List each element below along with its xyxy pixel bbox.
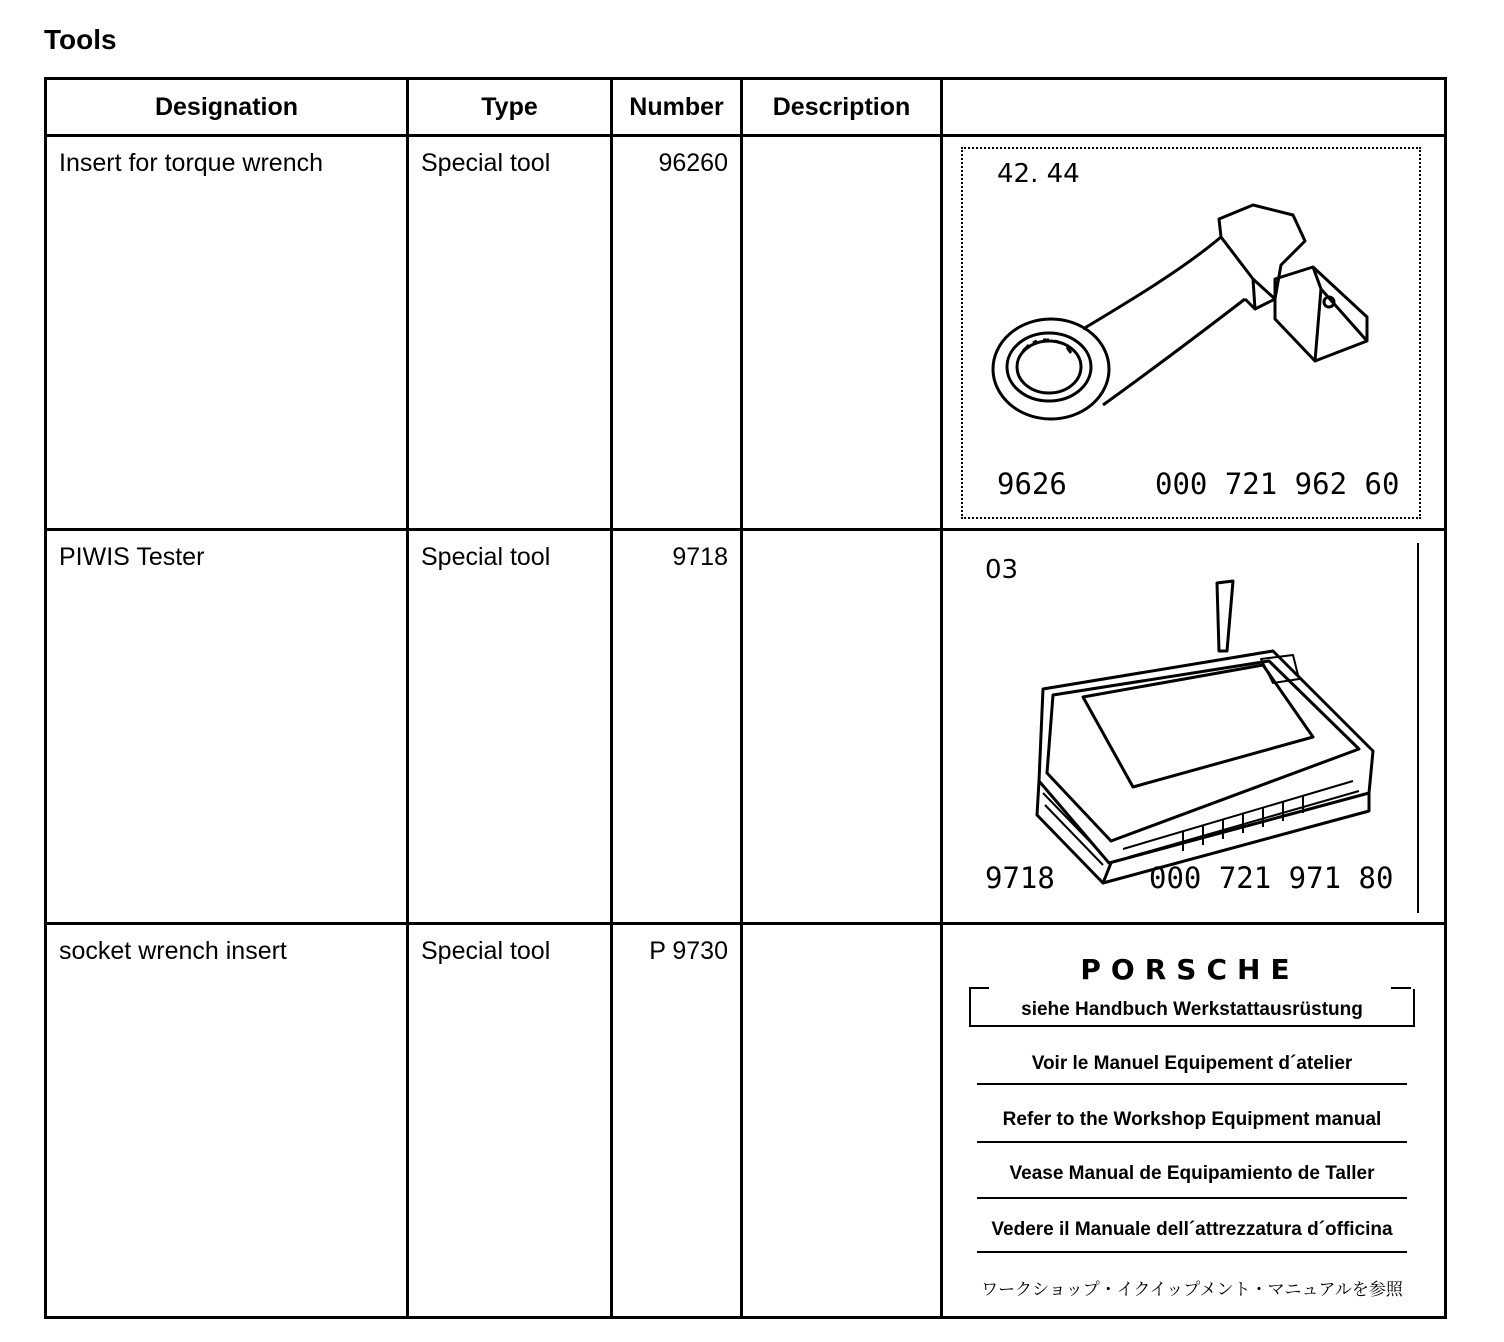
- figure-part-number: 000 721 962 60: [1155, 467, 1400, 501]
- number-text: 9718: [672, 543, 728, 571]
- cell-type: [408, 924, 612, 1318]
- reference-line-es: Vease Manual de Equipamiento de Taller: [977, 1163, 1407, 1199]
- designation-text: PIWIS Tester: [59, 543, 205, 571]
- table-row: [46, 924, 1446, 1318]
- figure-tool-number: 9626: [997, 467, 1067, 501]
- figure-part-number: 000 721 971 80: [1149, 861, 1394, 895]
- header-number: Number: [612, 79, 742, 136]
- cell-illustration: [942, 530, 1446, 924]
- reference-line-en: Refer to the Workshop Equipment manual: [977, 1109, 1407, 1143]
- cell-number: [612, 136, 742, 530]
- cell-illustration: [942, 924, 1446, 1318]
- designation-text: Insert for torque wrench: [59, 149, 324, 177]
- reference-line-it: Vedere il Manuale dell´attrezzatura d´officina: [977, 1219, 1407, 1253]
- table-row: [46, 530, 1446, 924]
- tool-figure: [961, 147, 1421, 519]
- cell-illustration: [942, 136, 1446, 530]
- cell-description: [742, 530, 942, 924]
- cell-number: [612, 924, 742, 1318]
- page-title: Tools: [44, 24, 117, 55]
- number-text: P 9730: [649, 937, 728, 965]
- header-description: Description: [742, 79, 942, 136]
- table-header-row: [46, 79, 1446, 136]
- porsche-logo: PORSCHE: [1080, 953, 1300, 986]
- cell-type: [408, 530, 612, 924]
- table-row: [46, 136, 1446, 530]
- tools-table: [44, 77, 1447, 1319]
- cell-designation: [46, 530, 408, 924]
- description-text: [743, 925, 940, 937]
- figure-border-line: [1417, 543, 1419, 913]
- cell-description: [742, 924, 942, 1318]
- type-text: Special tool: [421, 149, 551, 177]
- description-text: [743, 137, 940, 149]
- designation-text: socket wrench insert: [59, 937, 287, 965]
- cell-number: [612, 530, 742, 924]
- torque-wrench-insert-illustration-icon: [963, 149, 1419, 517]
- cell-type: [408, 136, 612, 530]
- cell-designation: [46, 136, 408, 530]
- number-text: 96260: [658, 149, 728, 177]
- type-text: Special tool: [421, 937, 551, 965]
- figure-tool-number: 9718: [985, 861, 1055, 895]
- header-illustration: [942, 79, 1446, 136]
- type-text: Special tool: [421, 543, 551, 571]
- workshop-manual-reference: [943, 925, 1437, 1316]
- tool-figure: [943, 531, 1421, 922]
- reference-line-ja: ワークショップ・イクイップメント・マニュアルを参照: [981, 1280, 1403, 1300]
- reference-line-de: siehe Handbuch Werkstattausrüstung: [1021, 999, 1363, 1020]
- figure-label: 03: [985, 555, 1019, 585]
- reference-line-fr: Voir le Manuel Equipement d´atelier: [977, 1053, 1407, 1085]
- header-designation: Designation: [46, 79, 408, 136]
- cell-designation: [46, 924, 408, 1318]
- cell-description: [742, 136, 942, 530]
- figure-label: 42. 44: [997, 159, 1080, 189]
- header-type: Type: [408, 79, 612, 136]
- description-text: [743, 531, 940, 543]
